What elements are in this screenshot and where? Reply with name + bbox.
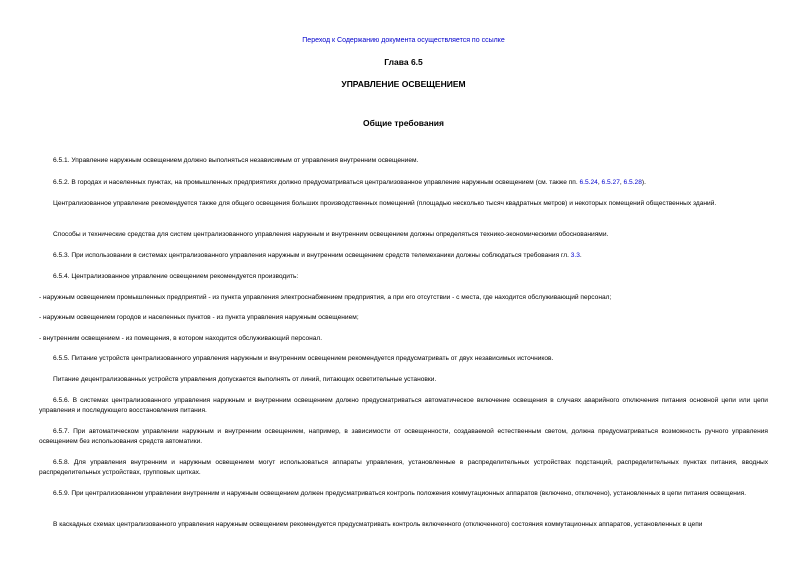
paragraph-cascade: В каскадных схемах централизованного управления наружным освещением рекомендуется предусматривать контроль включенного (отключенного) состояния коммутационных аппаратов, установленных в цепи — [53, 521, 703, 528]
paragraph-6-5-2 — [39, 178, 768, 188]
paragraph-6-5-3 — [39, 251, 768, 261]
ref-separator: , — [597, 179, 602, 186]
chapter-number: Глава 6.5 — [384, 57, 423, 67]
paragraph-6-5-1: 6.5.1. Управление наружным освещением должно выполняться независимым от управления внутренним освещением. — [53, 157, 419, 164]
ref-link-3-3[interactable]: 3.3 — [570, 252, 580, 259]
paragraph-text: ). — [641, 179, 646, 186]
section-title: Общие требования — [363, 118, 444, 128]
list-item-industrial: - наружным освещением промышленных предприятий - из пункта управления электроснабжением предприятия, а при его отсутствии - с места, где находится обслуживающий персонал; — [39, 294, 612, 301]
paragraph-6-5-4: 6.5.4. Централизованное управление освещением рекомендуется производить: — [53, 273, 299, 280]
paragraph-6-5-7: 6.5.7. При автоматическом управлении наружным и внутренним освещением, например, в зависимости от освещенности, создаваемой естественным светом, должна предусматриваться возможность ручного управления освещением без использования средств автоматики. — [39, 428, 768, 445]
ref-link-6-5-24[interactable]: 6.5.24 — [579, 179, 598, 186]
toc-link[interactable]: Переход к Содержанию документа осуществляется по ссылке — [302, 37, 505, 44]
ref-link-6-5-27[interactable]: 6.5.27 — [601, 179, 620, 186]
ref-link-6-5-28[interactable]: 6.5.28 — [623, 179, 642, 186]
list-item-cities: - наружным освещением городов и населенных пунктов - из пункта управления наружным освещением; — [39, 314, 359, 321]
ref-separator: , — [619, 179, 624, 186]
paragraph-6-5-5: 6.5.5. Питание устройств централизованного управления наружным и внутренним освещением рекомендуется предусматривать от двух независимых источников. — [53, 355, 554, 362]
paragraph-6-5-9: 6.5.9. При централизованном управлении внутренним и наружным освещением должен предусматриваться контроль положения коммутационных аппаратов (включено, отключено), установленных в цепи питания освещения. — [53, 490, 747, 497]
paragraph-text: 6.5.3. При использовании в системах централизованного управления наружным и внутренним освещением средств телемеханики должны соблюдаться требования гл. — [53, 252, 571, 259]
paragraph-text: 6.5.2. В городах и населенных пунктах, на промышленных предприятиях должно предусматриваться централизованное управление наружным освещением (см. также пп. — [53, 179, 580, 186]
paragraph-methods: Способы и технические средства для систем централизованного управления наружным и внутренним освещением должны определяться технико-экономическими обоснованиями. — [53, 231, 609, 238]
paragraph-6-5-6: 6.5.6. В системах централизованного управления наружным и внутренним освещением должно предусматриваться автоматическое включение освещения в случаях аварийного отключения питания основной цепи или цепи управления и последующего восстановления питания. — [39, 397, 768, 414]
paragraph-decentralized: Питание децентрализованных устройств управления допускается выполнять от линий, питающих осветительные установки. — [53, 376, 437, 383]
paragraph-central-control: Централизованное управление рекомендуется также для общего освещения больших производственных помещений (площадью несколько тысяч квадратных метров) и некоторых помещений общественных зданий. — [53, 200, 717, 207]
paragraph-6-5-8: 6.5.8. Для управления внутренним и наружным освещением могут использоваться аппараты управления, установленные в распределительных устройствах подстанций, распределительных пунктах питания, вводных распределительных устройствах, групповых щитках. — [39, 459, 768, 476]
list-item-internal: - внутренним освещением - из помещения, в котором находится обслуживающий персонал. — [39, 335, 323, 342]
paragraph-text: . — [579, 252, 582, 259]
chapter-title: УПРАВЛЕНИЕ ОСВЕЩЕНИЕМ — [341, 79, 466, 89]
